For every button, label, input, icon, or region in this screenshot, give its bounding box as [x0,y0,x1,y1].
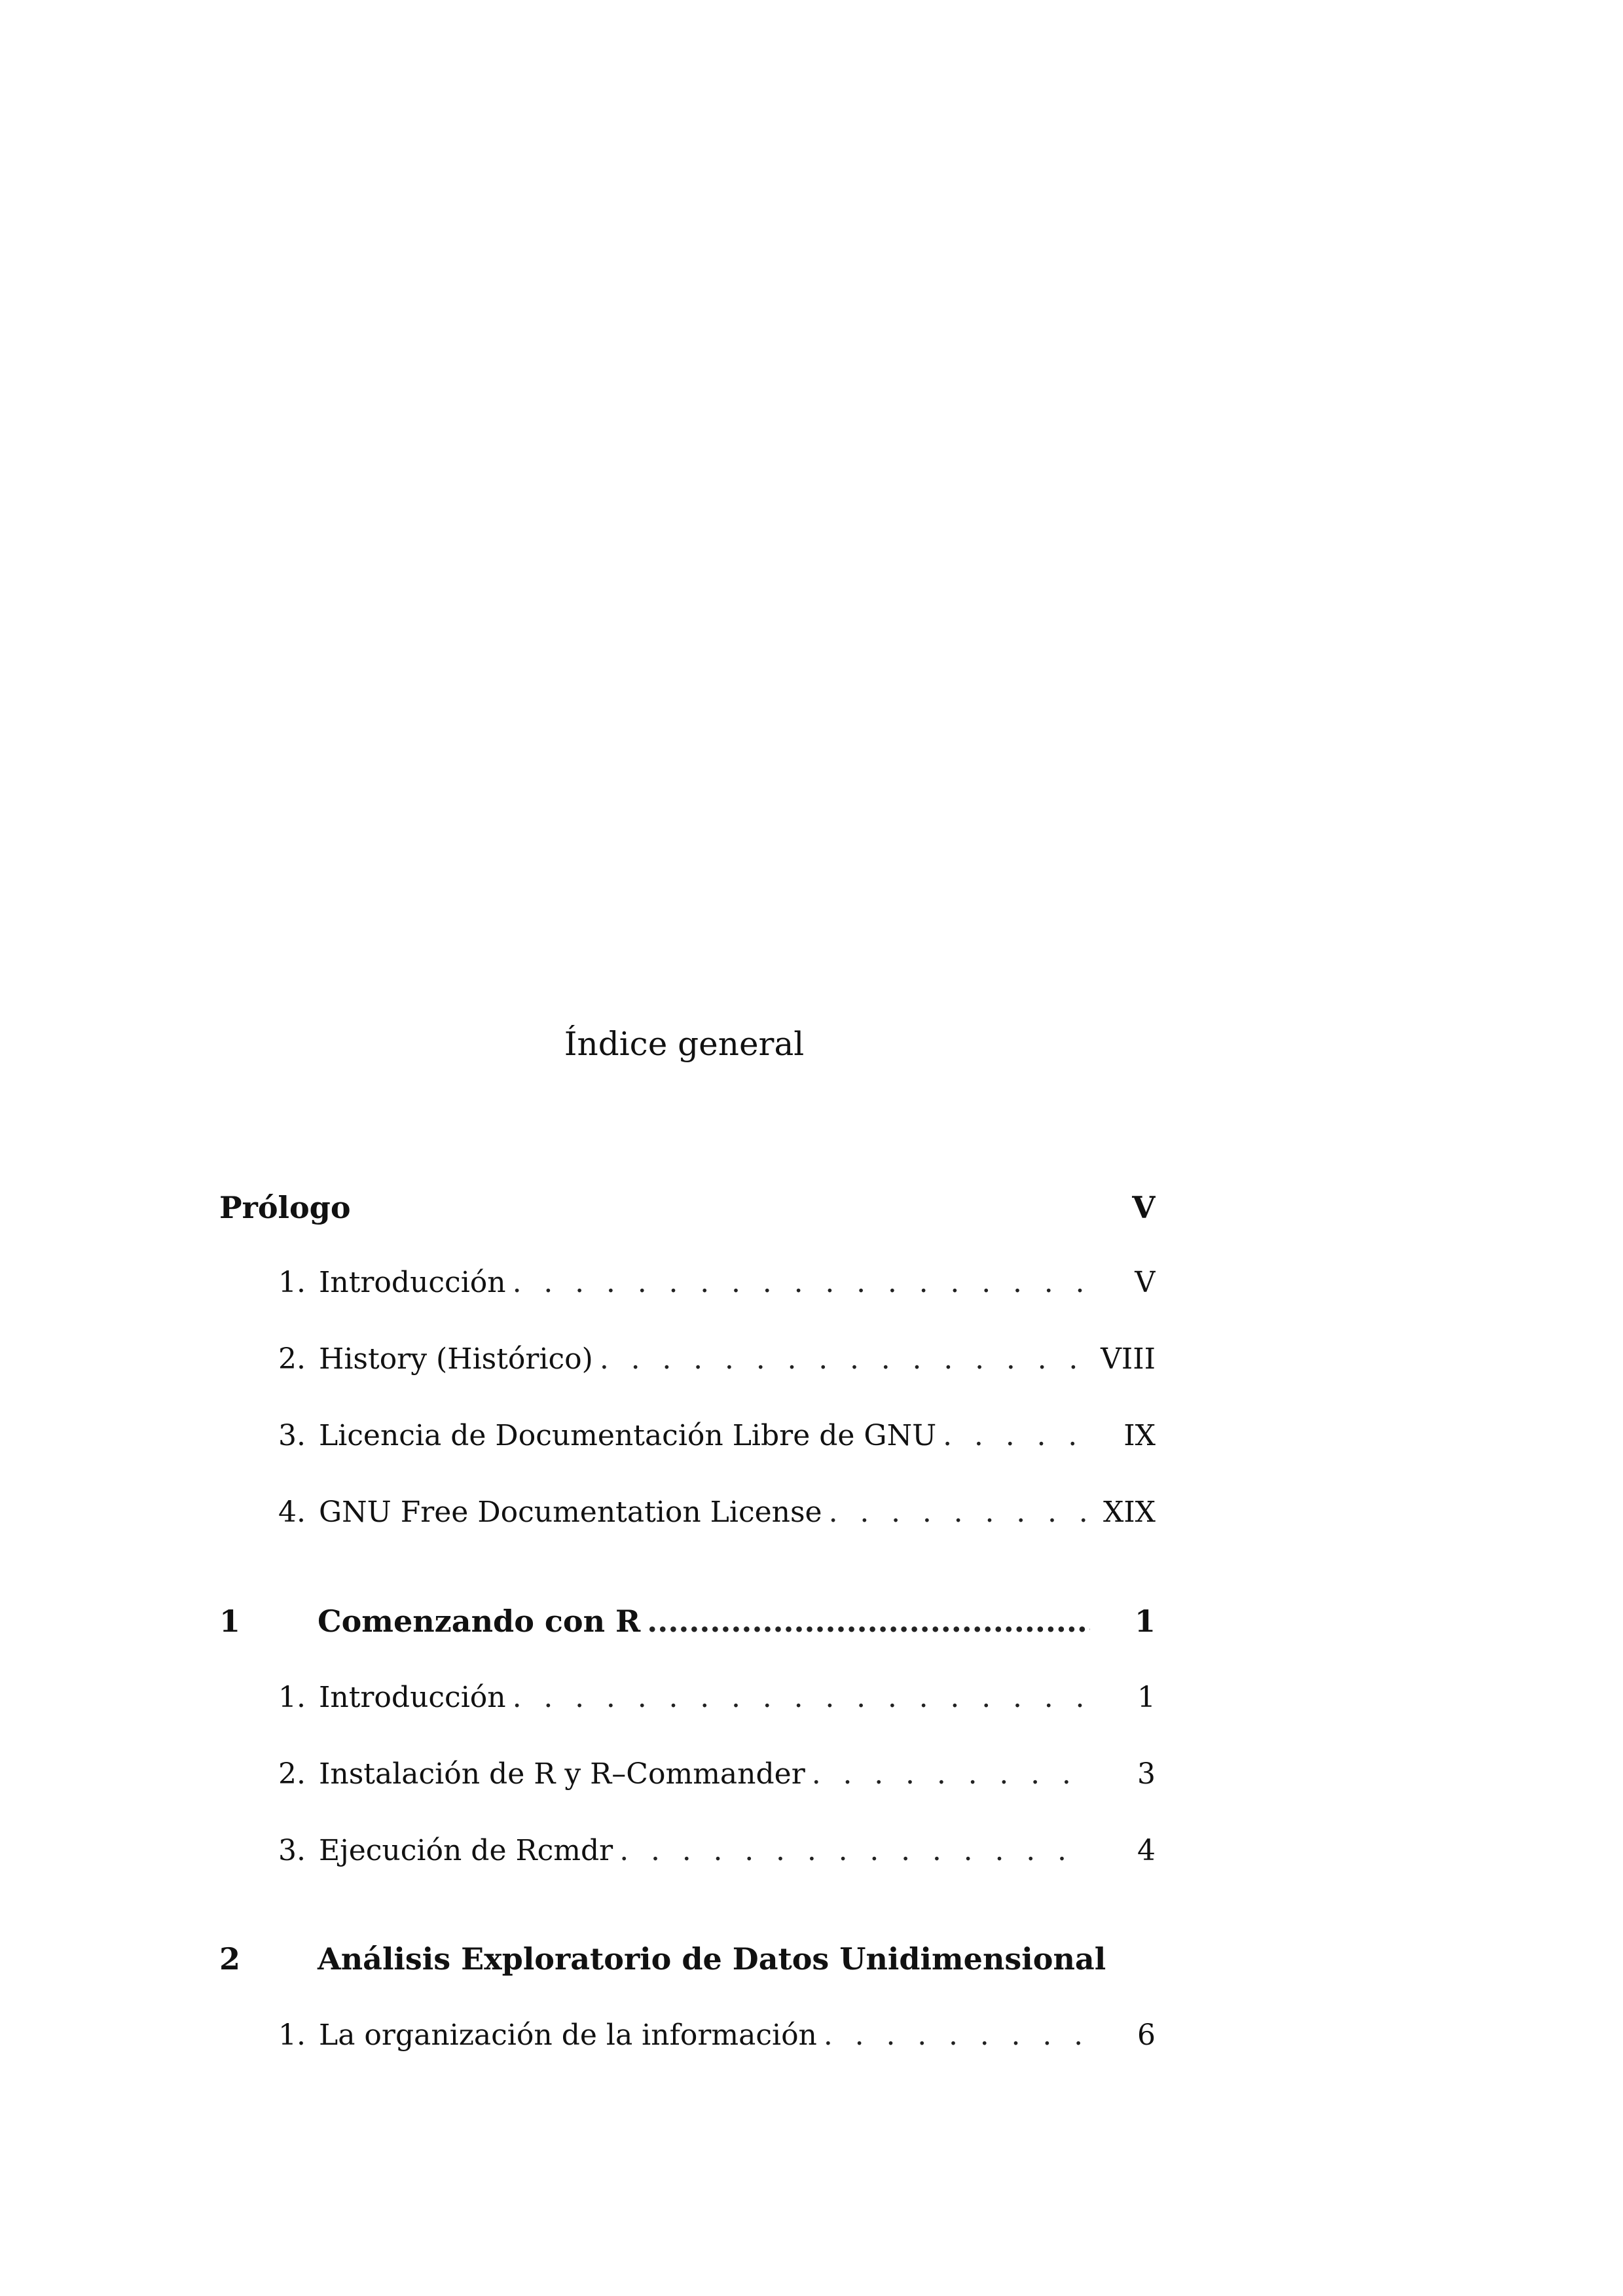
toc-section-entry[interactable] [278,2013,1156,2058]
toc-entry-prologue[interactable] [219,1185,1156,1230]
toc-entry-title: Prólogo [219,1190,351,1225]
toc-page-number: V [1135,1266,1156,1299]
toc-section-title: Instalación de R y R–Commander [318,1757,805,1791]
toc-title: Índice general [564,1025,805,1063]
toc-page-number: 1 [1137,1681,1156,1714]
toc-section-title: Introducción [318,1681,506,1714]
toc-section-entry[interactable] [278,1336,1156,1382]
toc-section-title: Introducción [318,1266,506,1299]
toc-chapter-title: Análisis Exploratorio de Datos Unidimensional [318,1941,1106,1977]
toc-section-entry[interactable] [278,1260,1156,1306]
toc-page-number: 3 [1137,1757,1156,1791]
toc-section-title: La organización de la información [318,2018,817,2052]
toc-section-number: 3. [278,1834,306,1867]
toc-section-entry[interactable] [278,1413,1156,1459]
toc-leader [824,2013,1090,2058]
toc-section-entry[interactable] [278,1490,1156,1535]
toc-leader [600,1336,1090,1382]
toc-section-number: 2. [278,1342,306,1376]
toc-page-number [1119,1936,1156,1982]
toc-page-number: V [1132,1190,1156,1225]
toc-leader [513,1675,1090,1721]
toc-section-title: Ejecución de Rcmdr [318,1834,613,1867]
toc-section-entry[interactable] [278,1751,1156,1797]
toc-leader [829,1490,1090,1535]
toc-section-number: 1. [278,1681,306,1714]
toc-section-number: 1. [278,1266,306,1299]
toc-page-number: 4 [1137,1834,1156,1867]
toc-chapter-number: 2 [219,1941,241,1977]
toc-leader [647,1598,1090,1644]
toc-section-number: 1. [278,2018,306,2052]
toc-chapter-entry[interactable] [219,1598,1156,1644]
toc-chapter-title: Comenzando con R [318,1604,641,1639]
toc-page-number: IX [1123,1419,1156,1452]
toc-section-entry[interactable] [278,1828,1156,1874]
toc-page-number: 6 [1137,2018,1156,2052]
toc-chapter-entry[interactable] [219,1936,1156,1982]
toc-section-entry[interactable] [278,1675,1156,1721]
toc-section-number: 3. [278,1419,306,1452]
toc-chapter-number: 1 [219,1604,241,1639]
toc-leader [812,1751,1090,1797]
toc-section-title: History (Histórico) [318,1342,593,1376]
toc-page-number: VIII [1101,1342,1156,1376]
toc-section-number: 2. [278,1757,306,1791]
toc-leader [513,1260,1090,1306]
toc-section-title: GNU Free Documentation License [318,1496,822,1529]
toc-page-number: 1 [1134,1604,1156,1639]
toc-section-title: Licencia de Documentación Libre de GNU [318,1419,937,1452]
toc-section-number: 4. [278,1496,306,1529]
toc-leader [943,1413,1090,1459]
toc-page-number: XIX [1103,1496,1156,1529]
toc-leader [619,1828,1090,1874]
